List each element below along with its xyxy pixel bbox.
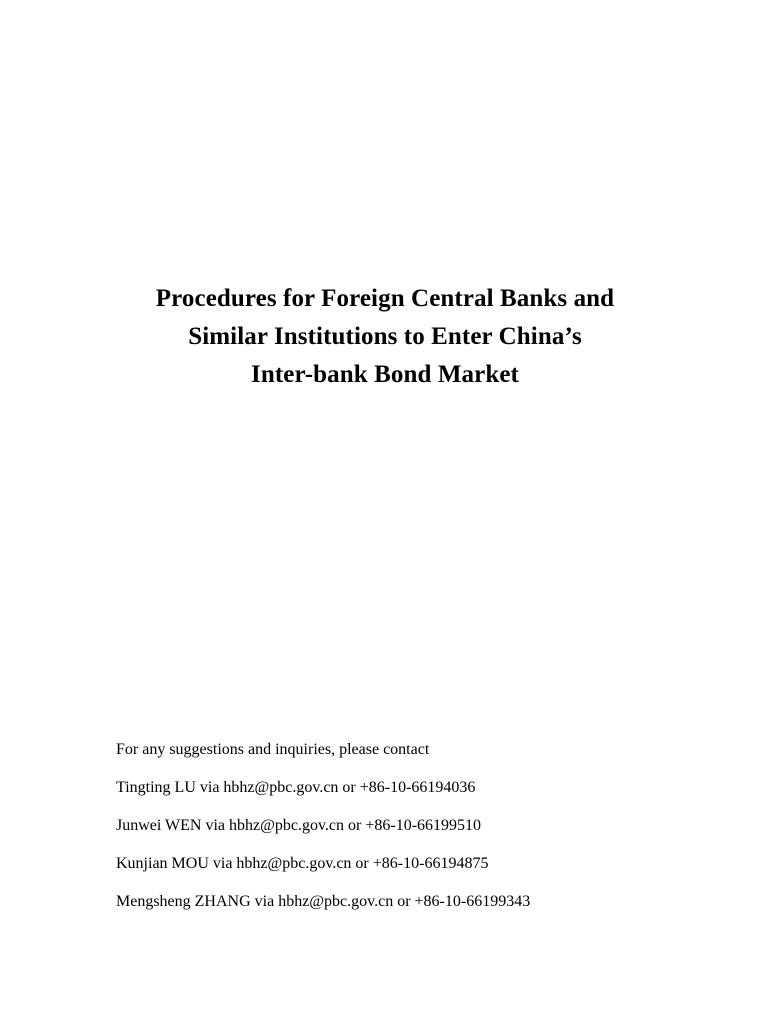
contact-item-2: Junwei WEN via hbhz@pbc.gov.cn or +86-10-66199510 bbox=[116, 817, 482, 834]
title-line-1: Procedures for Foreign Central Banks and bbox=[155, 285, 615, 312]
title-line-2: Similar Institutions to Enter China’s bbox=[188, 323, 582, 350]
contact-item-1: Tingting LU via hbhz@pbc.gov.cn or +86-10-66194036 bbox=[116, 779, 476, 796]
contact-item-4: Mengsheng ZHANG via hbhz@pbc.gov.cn or +86-10-66199343 bbox=[116, 893, 531, 910]
contact-intro: For any suggestions and inquiries, please contact bbox=[116, 741, 430, 758]
document-title bbox=[0, 280, 770, 394]
contact-section bbox=[116, 740, 736, 930]
title-line-3: Inter-bank Bond Market bbox=[251, 361, 519, 388]
contact-item-3: Kunjian MOU via hbhz@pbc.gov.cn or +86-10-66194875 bbox=[116, 855, 489, 872]
